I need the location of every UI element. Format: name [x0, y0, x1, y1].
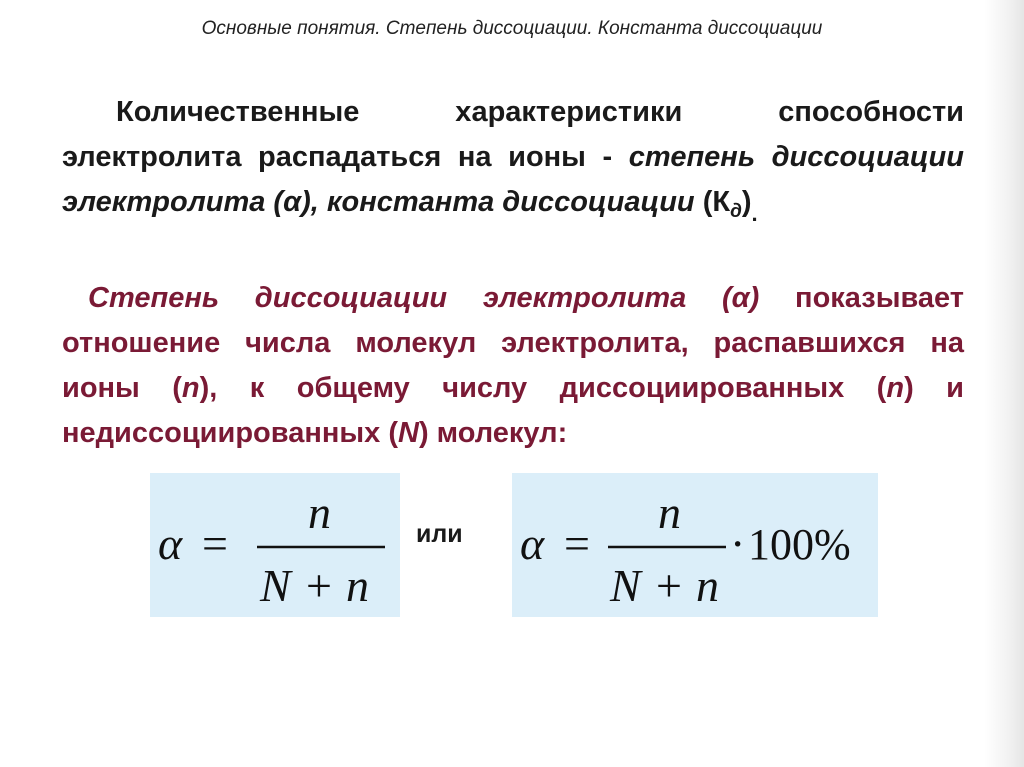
formula-1-equals: =	[202, 518, 228, 569]
formula-degree-fraction	[150, 473, 400, 617]
p1-trailing-dot: .	[751, 201, 758, 226]
formula-1-numerator: n	[308, 487, 331, 538]
p2-text-4: ) молекул:	[418, 417, 568, 449]
formula-degree-percent	[512, 473, 878, 617]
p1-text: Количественные характеристики способности электролита распадаться на ионы -	[62, 96, 964, 173]
formula-2-multiply-dot: ·	[730, 518, 746, 569]
paragraph-quantitative-characteristics	[62, 90, 964, 236]
p1-constant-open: (К	[694, 186, 731, 218]
formula-2-denom-N: N	[610, 560, 641, 611]
formula-2-equals: =	[564, 518, 590, 569]
p1-subscript-d: д	[730, 201, 742, 222]
p2-text-3: ) и недиссоциированных (	[62, 372, 964, 449]
slide-edge-shadow	[984, 0, 1024, 767]
formula-1-plus: +	[306, 560, 332, 611]
p2-var-n1: n	[181, 372, 200, 404]
paragraph-degree-definition	[62, 276, 964, 456]
formula-2-alpha: α	[520, 518, 545, 569]
formula-1-denom-N: N	[260, 560, 291, 611]
p2-text-1: показывает отношение числа молекул электролита, распавшихся на ионы (	[62, 282, 964, 404]
p1-italic-terms: степень диссоциации электролита (α), константа диссоциации	[62, 141, 964, 218]
formula-2-denom-n: n	[696, 560, 719, 611]
formula-2-percent: 100%	[748, 520, 851, 569]
p2-text-2: ), к общему числу диссоциированных (	[199, 372, 887, 404]
p1-constant-close: )	[741, 186, 752, 218]
formula-1-svg	[150, 473, 400, 617]
formula-2-numerator: n	[658, 487, 681, 538]
p2-var-N: N	[397, 417, 419, 449]
or-separator: или	[416, 520, 463, 548]
formula-1-alpha: α	[158, 518, 183, 569]
p2-var-n2: n	[886, 372, 905, 404]
formula-1-denom-n: n	[346, 560, 369, 611]
p2-term-italic: Степень диссоциации электролита (α)	[88, 282, 760, 314]
slide-header: Основные понятия. Степень диссоциации. Константа диссоциации	[201, 18, 823, 39]
formula-2-plus: +	[656, 560, 682, 611]
formula-2-svg	[512, 473, 878, 617]
